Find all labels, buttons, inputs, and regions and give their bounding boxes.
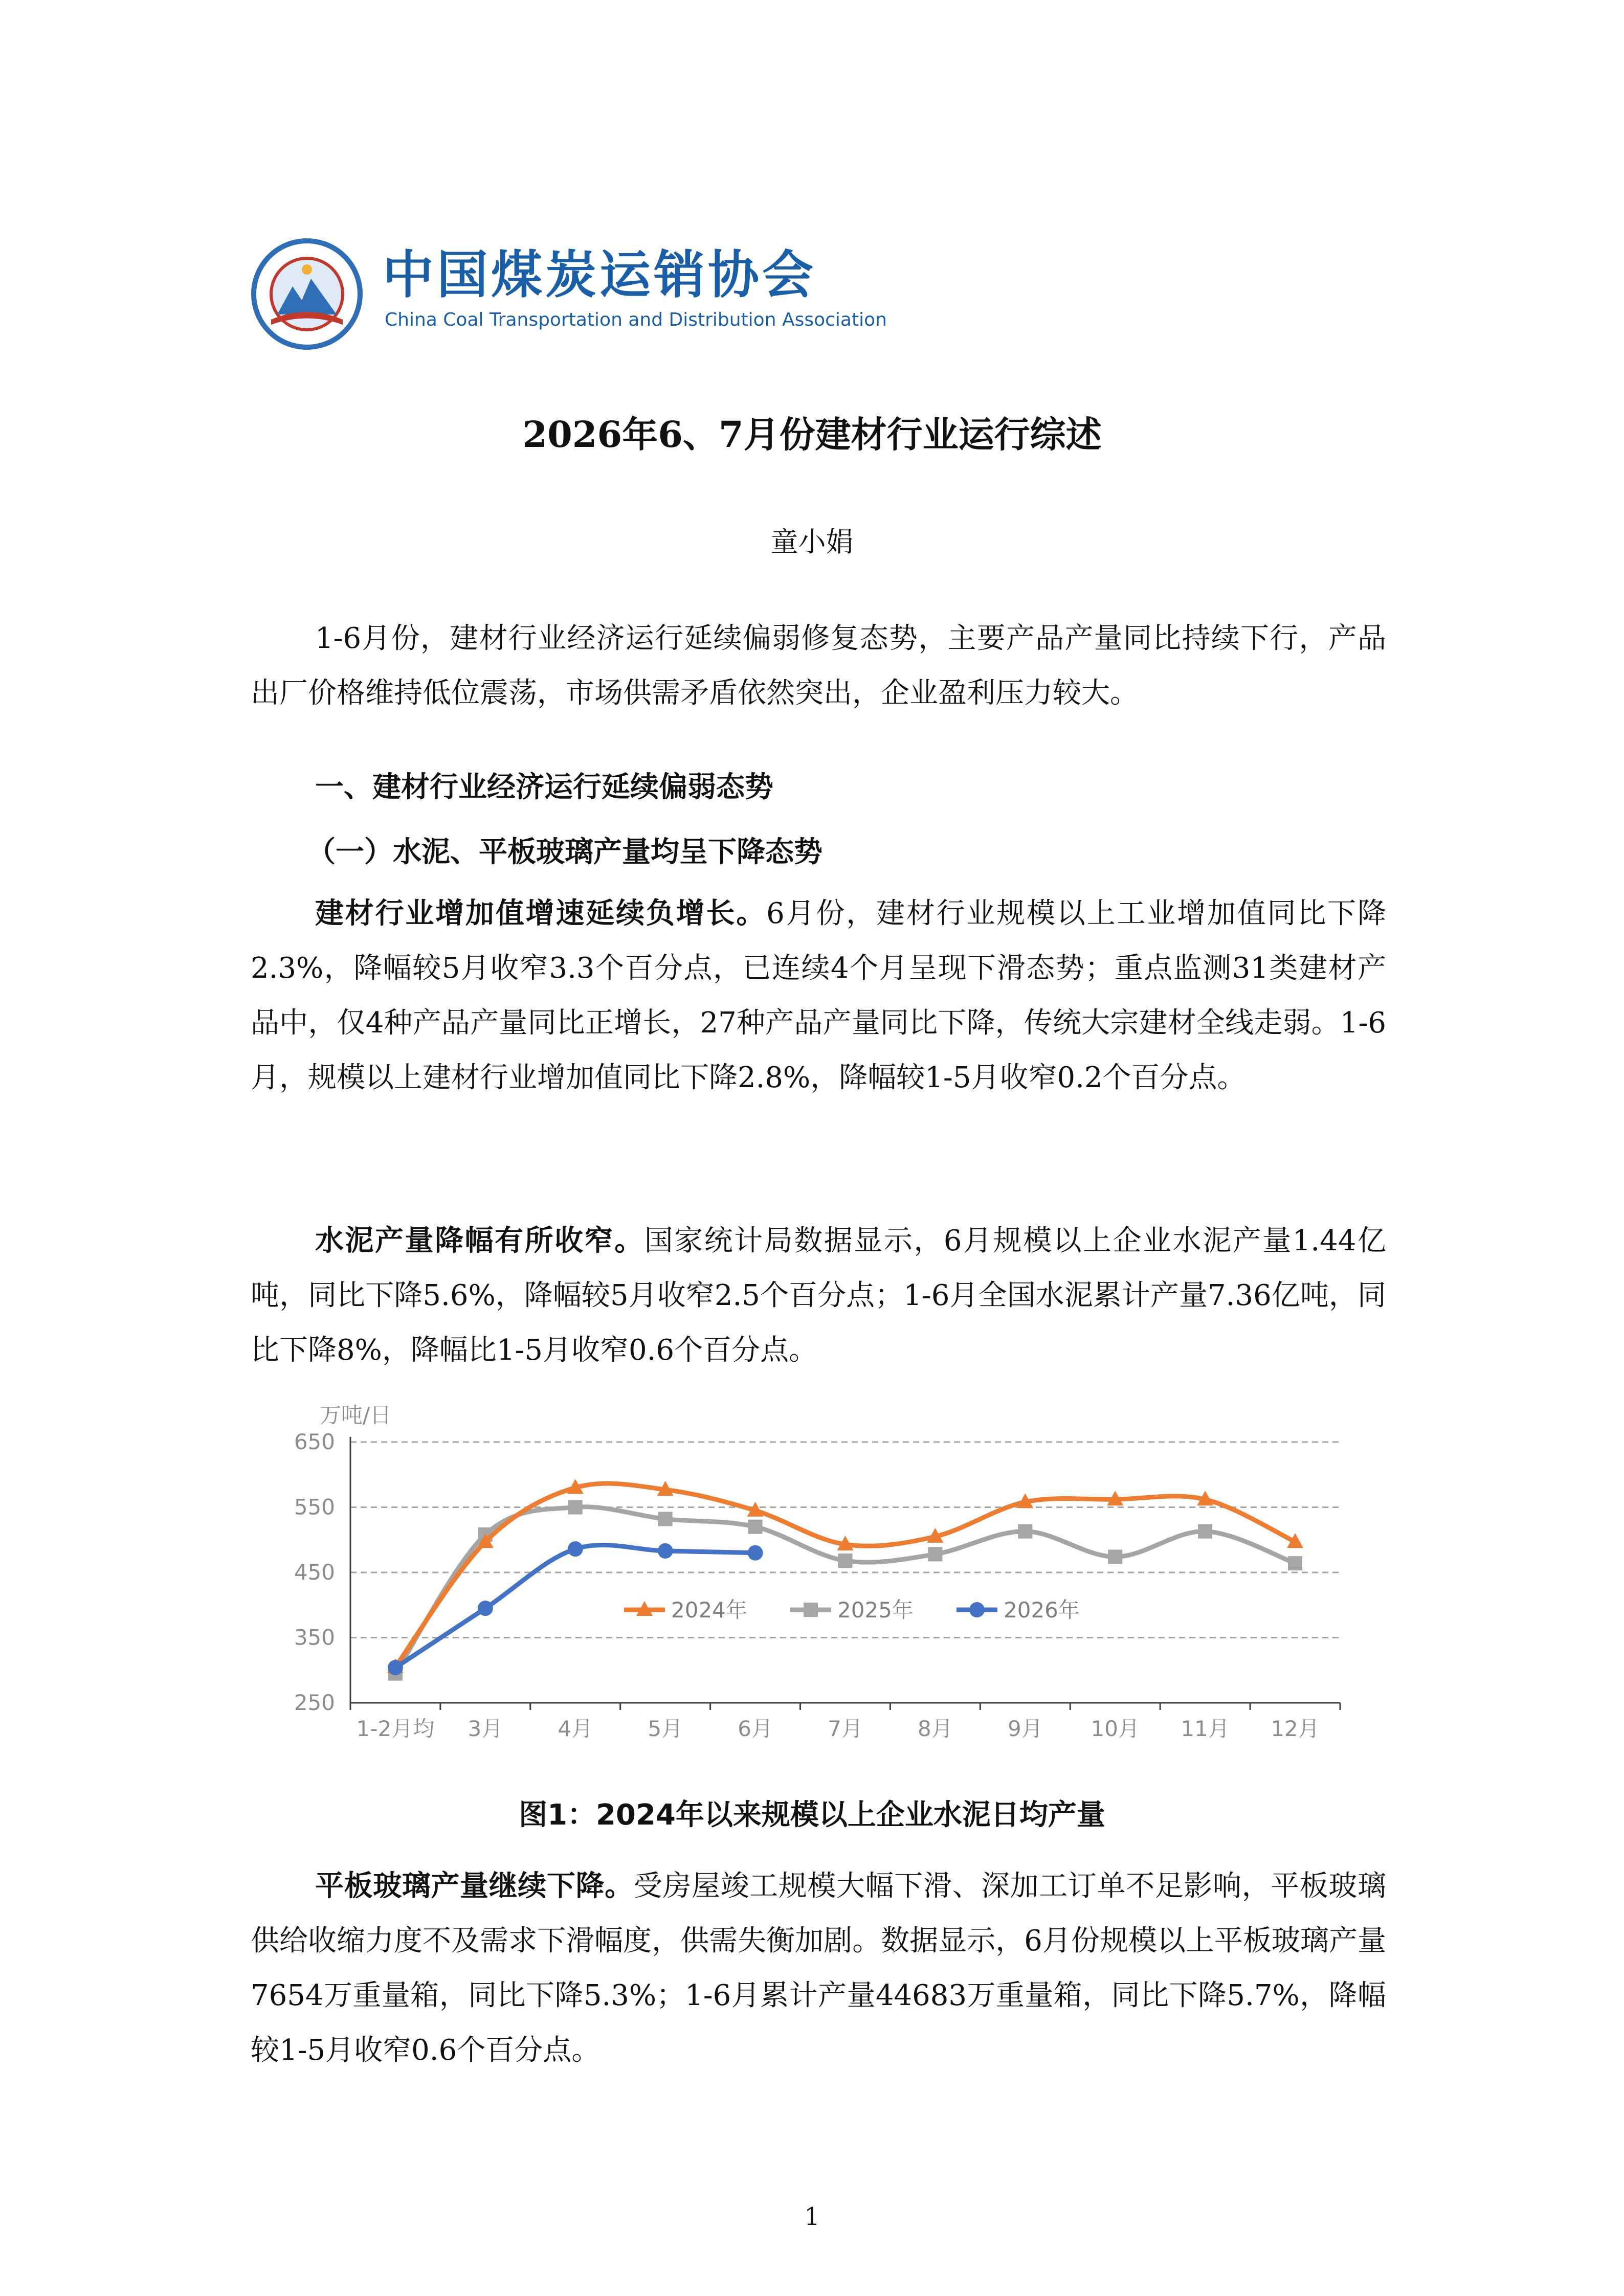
org-name-en: China Coal Transportation and Distribution Association xyxy=(385,309,887,330)
data-point-circle xyxy=(748,1545,763,1561)
paragraph-cement xyxy=(251,1213,1386,1378)
y-tick-label: 550 xyxy=(294,1494,335,1520)
data-point-circle xyxy=(969,1602,985,1617)
x-tick-label: 10月 xyxy=(1091,1716,1140,1741)
data-point-square xyxy=(804,1603,818,1617)
x-tick-label: 9月 xyxy=(1007,1716,1043,1741)
paragraph-glass xyxy=(251,1859,1386,2078)
y-tick-label: 450 xyxy=(294,1560,335,1585)
data-point-circle xyxy=(388,1660,403,1675)
intro-paragraph: 1-6月份，建材行业经济运行延续偏弱修复态势，主要产品产量同比持续下行，产品出厂价格维持低位震荡，市场供需矛盾依然突出，企业盈利压力较大。 xyxy=(251,622,1386,710)
association-seal-icon xyxy=(251,238,363,350)
figure-caption: 图1：2024年以来规模以上企业水泥日均产量 xyxy=(519,1798,1105,1832)
page-number: 1 xyxy=(804,2202,820,2231)
legend-label: 2026年 xyxy=(1004,1597,1080,1623)
paragraph-body: 6月份，建材行业规模以上工业增加值同比下降2.3%，降幅较5月收窄3.3个百分点，已连续4个月呈现下滑态势；重点监测31类建材产品中，仅4种产品产量同比正增长，27种产品产量同比下降，传统大宗建材全线走弱。1-6月，规模以上建材行业增加值同比下降2.8%，降幅较1-5月收窄0.2个百分点。 xyxy=(251,897,1386,1094)
x-tick-label: 1-2月均 xyxy=(356,1716,435,1741)
x-tick-label: 5月 xyxy=(648,1716,683,1741)
y-tick-label: 250 xyxy=(294,1690,335,1715)
paragraph-value-added xyxy=(251,886,1386,1105)
paragraph-lead: 建材行业增加值增速延续负增长。 xyxy=(315,897,767,930)
data-point-square xyxy=(1198,1524,1212,1539)
paragraph-body: 受房屋竣工规模大幅下滑、深加工订单不足影响，平板玻璃供给收缩力度不及需求下滑幅度，供需失衡加剧。数据显示，6月份规模以上平板玻璃产量7654万重量箱，同比下降5.3%；1-6月累计产量44683万重量箱，同比下降5.7%，降幅较1-5月收窄0.6个百分点。 xyxy=(251,1870,1387,2067)
data-point-square xyxy=(1108,1549,1122,1564)
data-point-square xyxy=(1288,1556,1302,1570)
author-name: 童小娟 xyxy=(770,526,854,558)
legend-label: 2024年 xyxy=(671,1597,747,1623)
y-tick-label: 350 xyxy=(294,1625,335,1650)
paragraph-body: 国家统计局数据显示，6月规模以上企业水泥产量1.44亿吨，同比下降5.6%，降幅较5月收窄2.5个百分点；1-6月全国水泥累计产量7.36亿吨，同比下降8%，降幅比1-5月收窄0.6个百分点。 xyxy=(251,1224,1386,1367)
org-logo xyxy=(251,238,887,355)
y-axis-label: 万吨/日 xyxy=(320,1403,392,1428)
x-tick-label: 7月 xyxy=(828,1716,863,1741)
data-point-square xyxy=(838,1554,853,1568)
subsection-heading-1: （一）水泥、平板玻璃产量均呈下降态势 xyxy=(307,836,822,869)
data-point-circle xyxy=(568,1541,583,1557)
org-name-cn: 中国煤炭运销协会 xyxy=(383,245,816,305)
paragraph-lead: 水泥产量降幅有所收窄。 xyxy=(315,1224,644,1257)
data-point-square xyxy=(928,1547,942,1561)
x-tick-label: 8月 xyxy=(918,1716,953,1741)
data-point-circle xyxy=(658,1543,673,1559)
x-tick-label: 12月 xyxy=(1271,1716,1320,1741)
legend-label: 2025年 xyxy=(837,1597,914,1623)
x-tick-label: 3月 xyxy=(468,1716,503,1741)
data-point-square xyxy=(658,1512,673,1526)
x-tick-label: 6月 xyxy=(738,1716,773,1741)
paragraph-lead: 平板玻璃产量继续下降。 xyxy=(315,1870,634,1903)
y-tick-label: 650 xyxy=(294,1429,335,1454)
x-tick-label: 4月 xyxy=(558,1716,593,1741)
data-point-circle xyxy=(478,1601,493,1616)
series-line-2025年 xyxy=(395,1507,1295,1674)
data-point-square xyxy=(1018,1524,1032,1539)
data-point-square xyxy=(748,1520,763,1534)
section-heading-1: 一、建材行业经济运行延续偏弱态势 xyxy=(315,771,773,804)
cement-daily-output-chart xyxy=(276,1391,1391,1769)
x-tick-label: 11月 xyxy=(1181,1716,1230,1741)
document-title: 2026年6、7月份建材行业运行综述 xyxy=(522,413,1102,456)
data-point-square xyxy=(568,1500,583,1515)
